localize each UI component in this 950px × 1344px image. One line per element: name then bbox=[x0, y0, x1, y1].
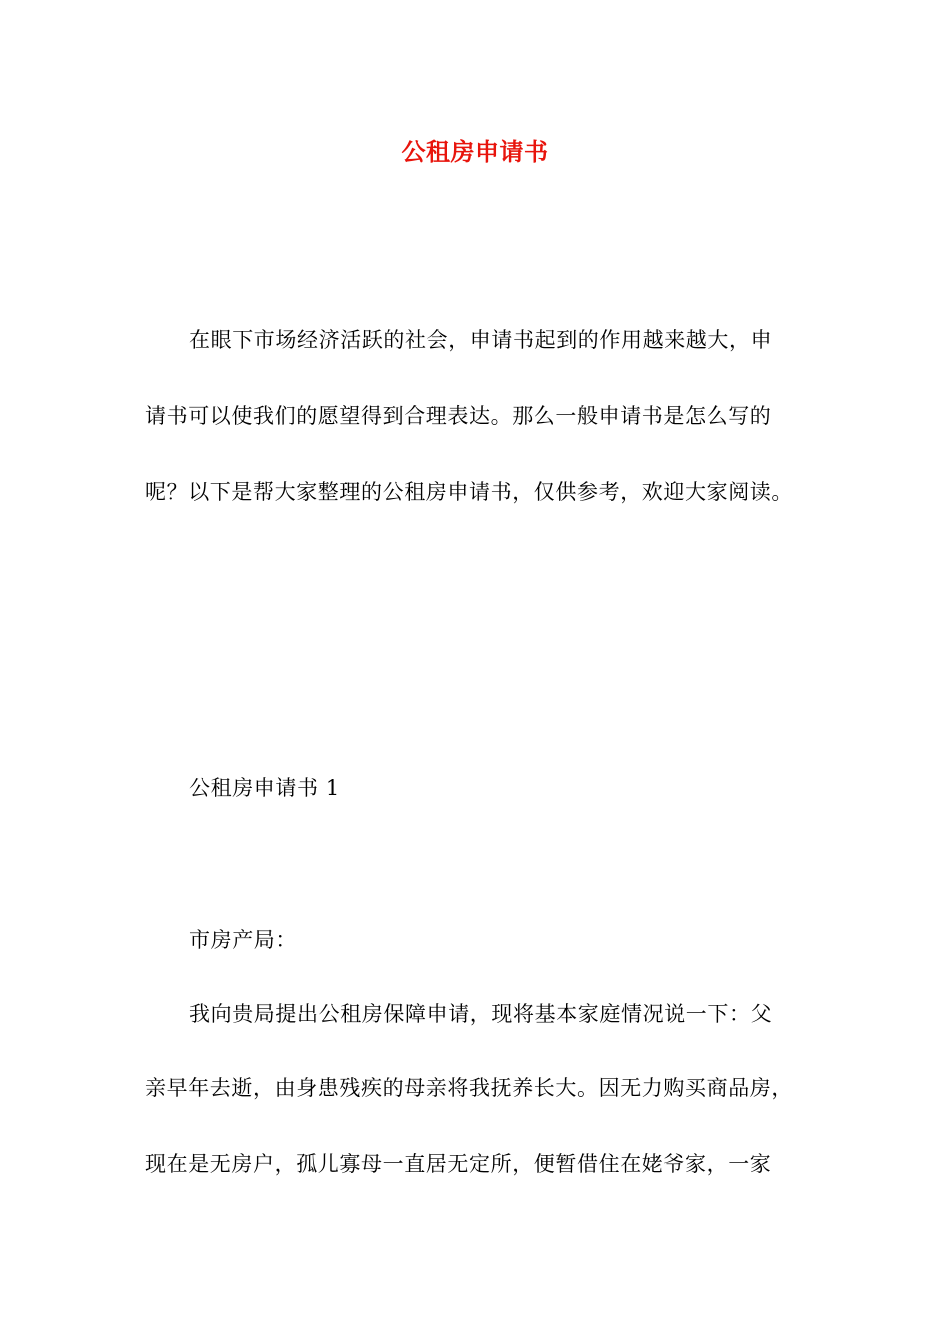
body-line: 亲早年去逝，由身患残疾的母亲将我抚养长大。因无力购买商品房， bbox=[145, 1076, 793, 1100]
intro-line: 在眼下市场经济活跃的社会，申请书起到的作用越来越大，申 bbox=[189, 328, 773, 352]
section-heading: 公租房申请书 1 bbox=[189, 776, 340, 800]
intro-line: 请书可以使我们的愿望得到合理表达。那么一般申请书是怎么写的 bbox=[145, 404, 772, 428]
body-line: 我向贵局提出公租房保障申请，现将基本家庭情况说一下：父 bbox=[189, 1002, 773, 1026]
intro-line: 呢？以下是帮大家整理的公租房申请书，仅供参考，欢迎大家阅读。 bbox=[145, 480, 793, 504]
document-title: 公租房申请书 bbox=[401, 137, 549, 166]
salutation: 市房产局： bbox=[189, 928, 297, 952]
body-line: 现在是无房户，孤儿寡母一直居无定所，便暂借住在姥爷家，一家 bbox=[145, 1152, 772, 1176]
